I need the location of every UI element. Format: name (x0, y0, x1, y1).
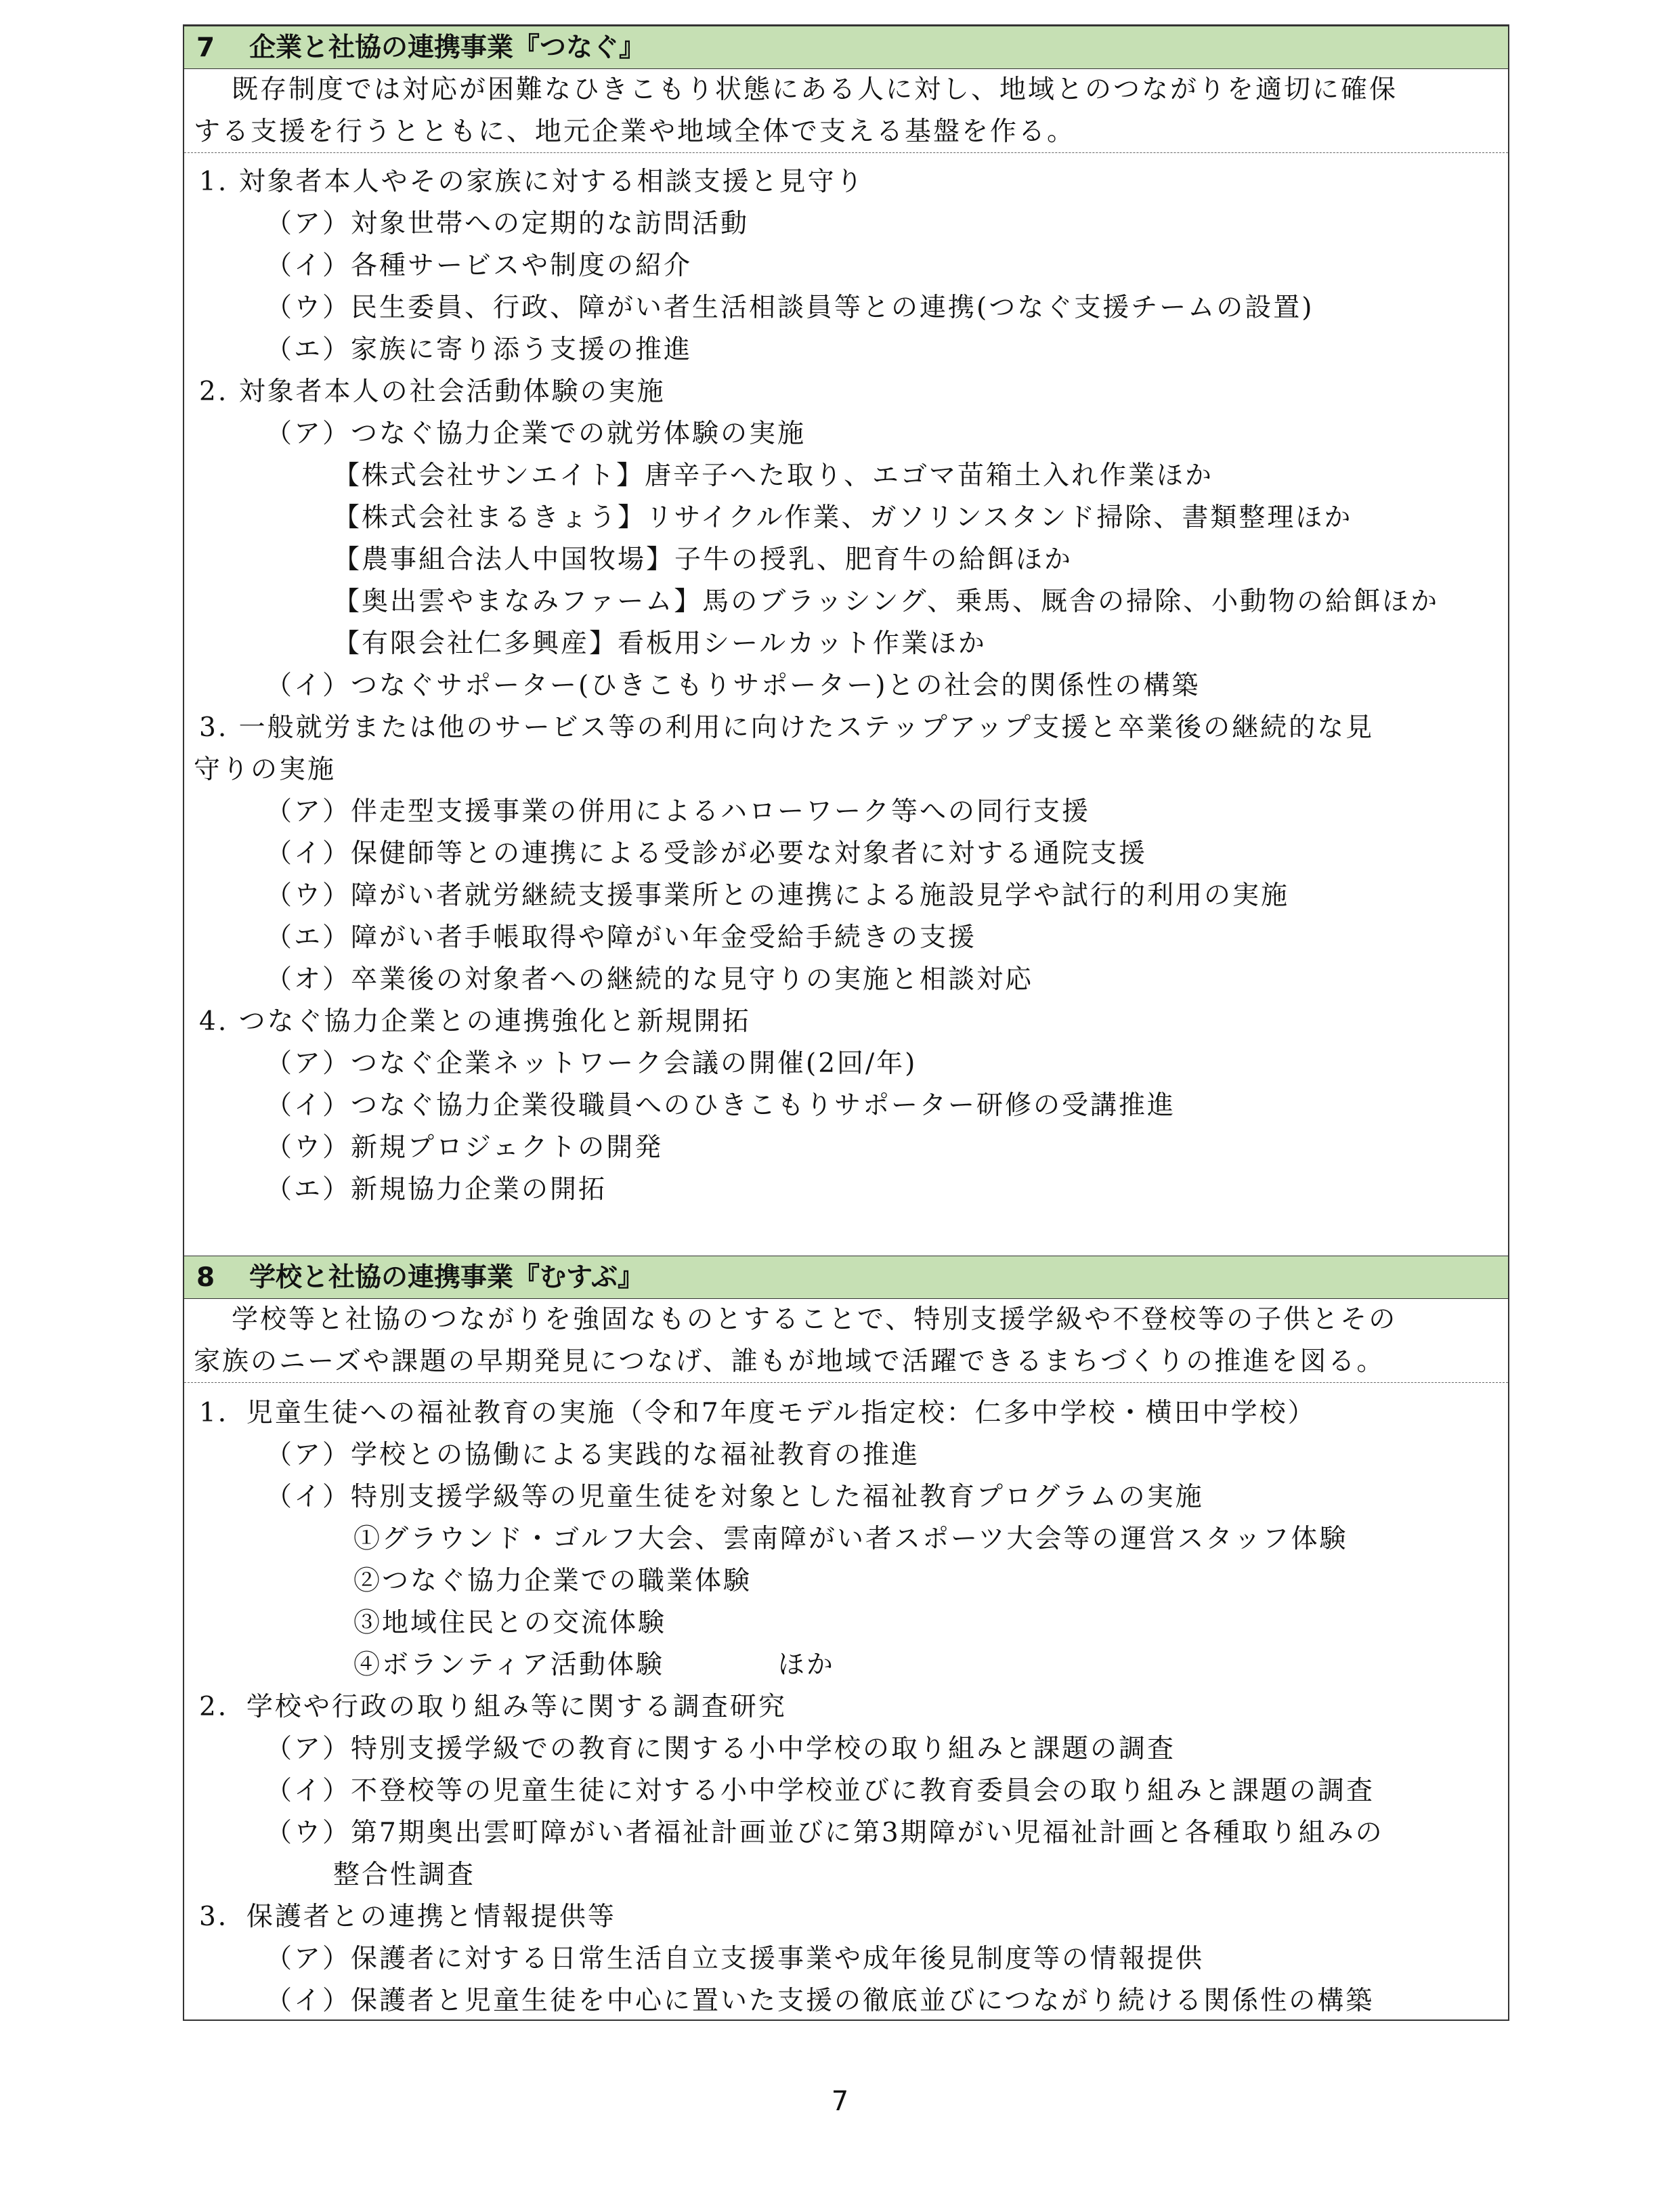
section7-number: 7 (196, 33, 215, 63)
s7-item-3: 3. 一般就労または他のサービス等の利用に向けたステップアップ支援と卒業後の継続的な見 (199, 712, 1375, 743)
s7-company-3: 【農事組合法人中国牧場】子牛の授乳、肥育牛の給餌ほか (333, 544, 1073, 575)
s8-item-2a: （ア）特別支援学級での教育に関する小中学校の取り組みと課題の調査 (265, 1734, 1176, 1764)
s8-sub-2: ②つなぐ協力企業での職業体験 (353, 1566, 752, 1596)
section8-title: 学校と社協の連携事業『むすぶ』 (249, 1262, 645, 1293)
s7-item-1d: （エ）家族に寄り添う支援の推進 (265, 335, 693, 365)
s7-item-1b: （イ）各種サービスや制度の紹介 (265, 251, 693, 281)
section8-intro-line2: 家族のニーズや課題の早期発見につなげ、誰もが地域で活躍できるまちづくりの推進を図る。 (194, 1346, 1385, 1377)
page-number: 7 (831, 2086, 849, 2117)
section8-intro (184, 1299, 1508, 1383)
s7-item-4b: （イ）つなぐ協力企業役職員へのひきこもりサポーター研修の受講推進 (265, 1090, 1176, 1121)
s7-item-2: 2. 対象者本人の社会活動体験の実施 (199, 377, 666, 407)
s7-item-1a: （ア）対象世帯への定期的な訪問活動 (265, 209, 750, 239)
s8-item-2: 2．学校や行政の取り組み等に関する調査研究 (199, 1692, 787, 1722)
s8-sub-3: ③地域住民との交流体験 (353, 1608, 667, 1638)
s8-sub-1: ①グラウンド・ゴルフ大会、雲南障がい者スポーツ大会等の運営スタッフ体験 (353, 1524, 1348, 1554)
s8-item-1a: （ア）学校との協働による実践的な福祉教育の推進 (265, 1440, 920, 1470)
s7-item-3e: （オ）卒業後の対象者への継続的な見守りの実施と相談対応 (265, 964, 1034, 995)
section7-title: 企業と社協の連携事業『つなぐ』 (249, 33, 646, 63)
s7-company-5: 【有限会社仁多興産】看板用シールカット作業ほか (333, 628, 987, 659)
s7-item-3a: （ア）伴走型支援事業の併用によるハローワーク等への同行支援 (265, 796, 1091, 827)
s7-company-2: 【株式会社まるきょう】リサイクル作業、ガソリンスタンド掃除、書類整理ほか (333, 503, 1353, 533)
s7-item-3c: （ウ）障がい者就労継続支援事業所との連携による施設見学や試行的利用の実施 (265, 880, 1290, 911)
s8-item-2c-cont: 整合性調査 (333, 1860, 476, 1890)
s8-item-2b: （イ）不登校等の児童生徒に対する小中学校並びに教育委員会の取り組みと課題の調査 (265, 1776, 1375, 1806)
s7-item-4c: （ウ）新規プロジェクトの開発 (265, 1132, 664, 1163)
s7-company-1: 【株式会社サンエイト】唐辛子へた取り、エゴマ苗箱土入れ作業ほか (333, 461, 1214, 491)
s7-item-3-cont: 守りの実施 (194, 754, 337, 785)
section8-intro-line1: 学校等と社協のつながりを強固なものとすることで、特別支援学級や不登校等の子供とその (232, 1304, 1398, 1335)
section7-intro (184, 69, 1508, 153)
s7-item-1c: （ウ）民生委員、行政、障がい者生活相談員等との連携(つなぐ支援チームの設置) (265, 293, 1314, 323)
s7-item-4a: （ア）つなぐ企業ネットワーク会議の開催(2回/年) (265, 1048, 918, 1079)
s7-item-2b: （イ）つなぐサポーター(ひきこもりサポーター)との社会的関係性の構築 (265, 670, 1201, 701)
s7-item-3b: （イ）保健師等との連携による受診が必要な対象者に対する通院支援 (265, 838, 1148, 869)
s8-item-3: 3．保護者との連携と情報提供等 (199, 1902, 616, 1932)
section7-intro-line2: する支援を行うとともに、地元企業や地域全体で支える基盤を作る。 (194, 116, 1076, 147)
content-frame (183, 24, 1509, 2021)
s7-item-4: 4. つなぐ協力企業との連携強化と新規開拓 (199, 1006, 751, 1037)
s8-item-1: 1．児童生徒への福祉教育の実施（令和7年度モデル指定校：仁多中学校・横田中学校） (199, 1398, 1316, 1428)
s8-item-2c: （ウ）第7期奥出雲町障がい者福祉計画並びに第3期障がい児福祉計画と各種取り組みの (265, 1818, 1384, 1848)
section8-header (184, 1256, 1508, 1299)
s7-item-4d: （エ）新規協力企業の開拓 (265, 1174, 607, 1205)
s8-item-3b: （イ）保護者と児童生徒を中心に置いた支援の徹底並びにつながり続ける関係性の構築 (265, 1986, 1375, 2016)
section8-number: 8 (196, 1262, 215, 1293)
s7-company-4: 【奥出雲やまなみファーム】馬のブラッシング、乗馬、厩舎の掃除、小動物の給餌ほか (333, 586, 1440, 617)
s8-item-1b: （イ）特別支援学級等の児童生徒を対象とした福祉教育プログラムの実施 (265, 1482, 1204, 1512)
s7-item-2a: （ア）つなぐ協力企業での就労体験の実施 (265, 419, 806, 449)
s8-item-3a: （ア）保護者に対する日常生活自立支援事業や成年後見制度等の情報提供 (265, 1944, 1205, 1974)
section7-intro-line1: 既存制度では対応が困難なひきこもり状態にある人に対し、地域とのつながりを適切に確保 (232, 74, 1398, 105)
s7-item-3d: （エ）障がい者手帳取得や障がい年金受給手続きの支援 (265, 922, 977, 953)
s8-sub-4: ④ボランティア活動体験 ほか (353, 1650, 835, 1680)
s7-item-1: 1. 対象者本人やその家族に対する相談支援と見守り (199, 167, 865, 197)
section7-header (184, 26, 1508, 69)
